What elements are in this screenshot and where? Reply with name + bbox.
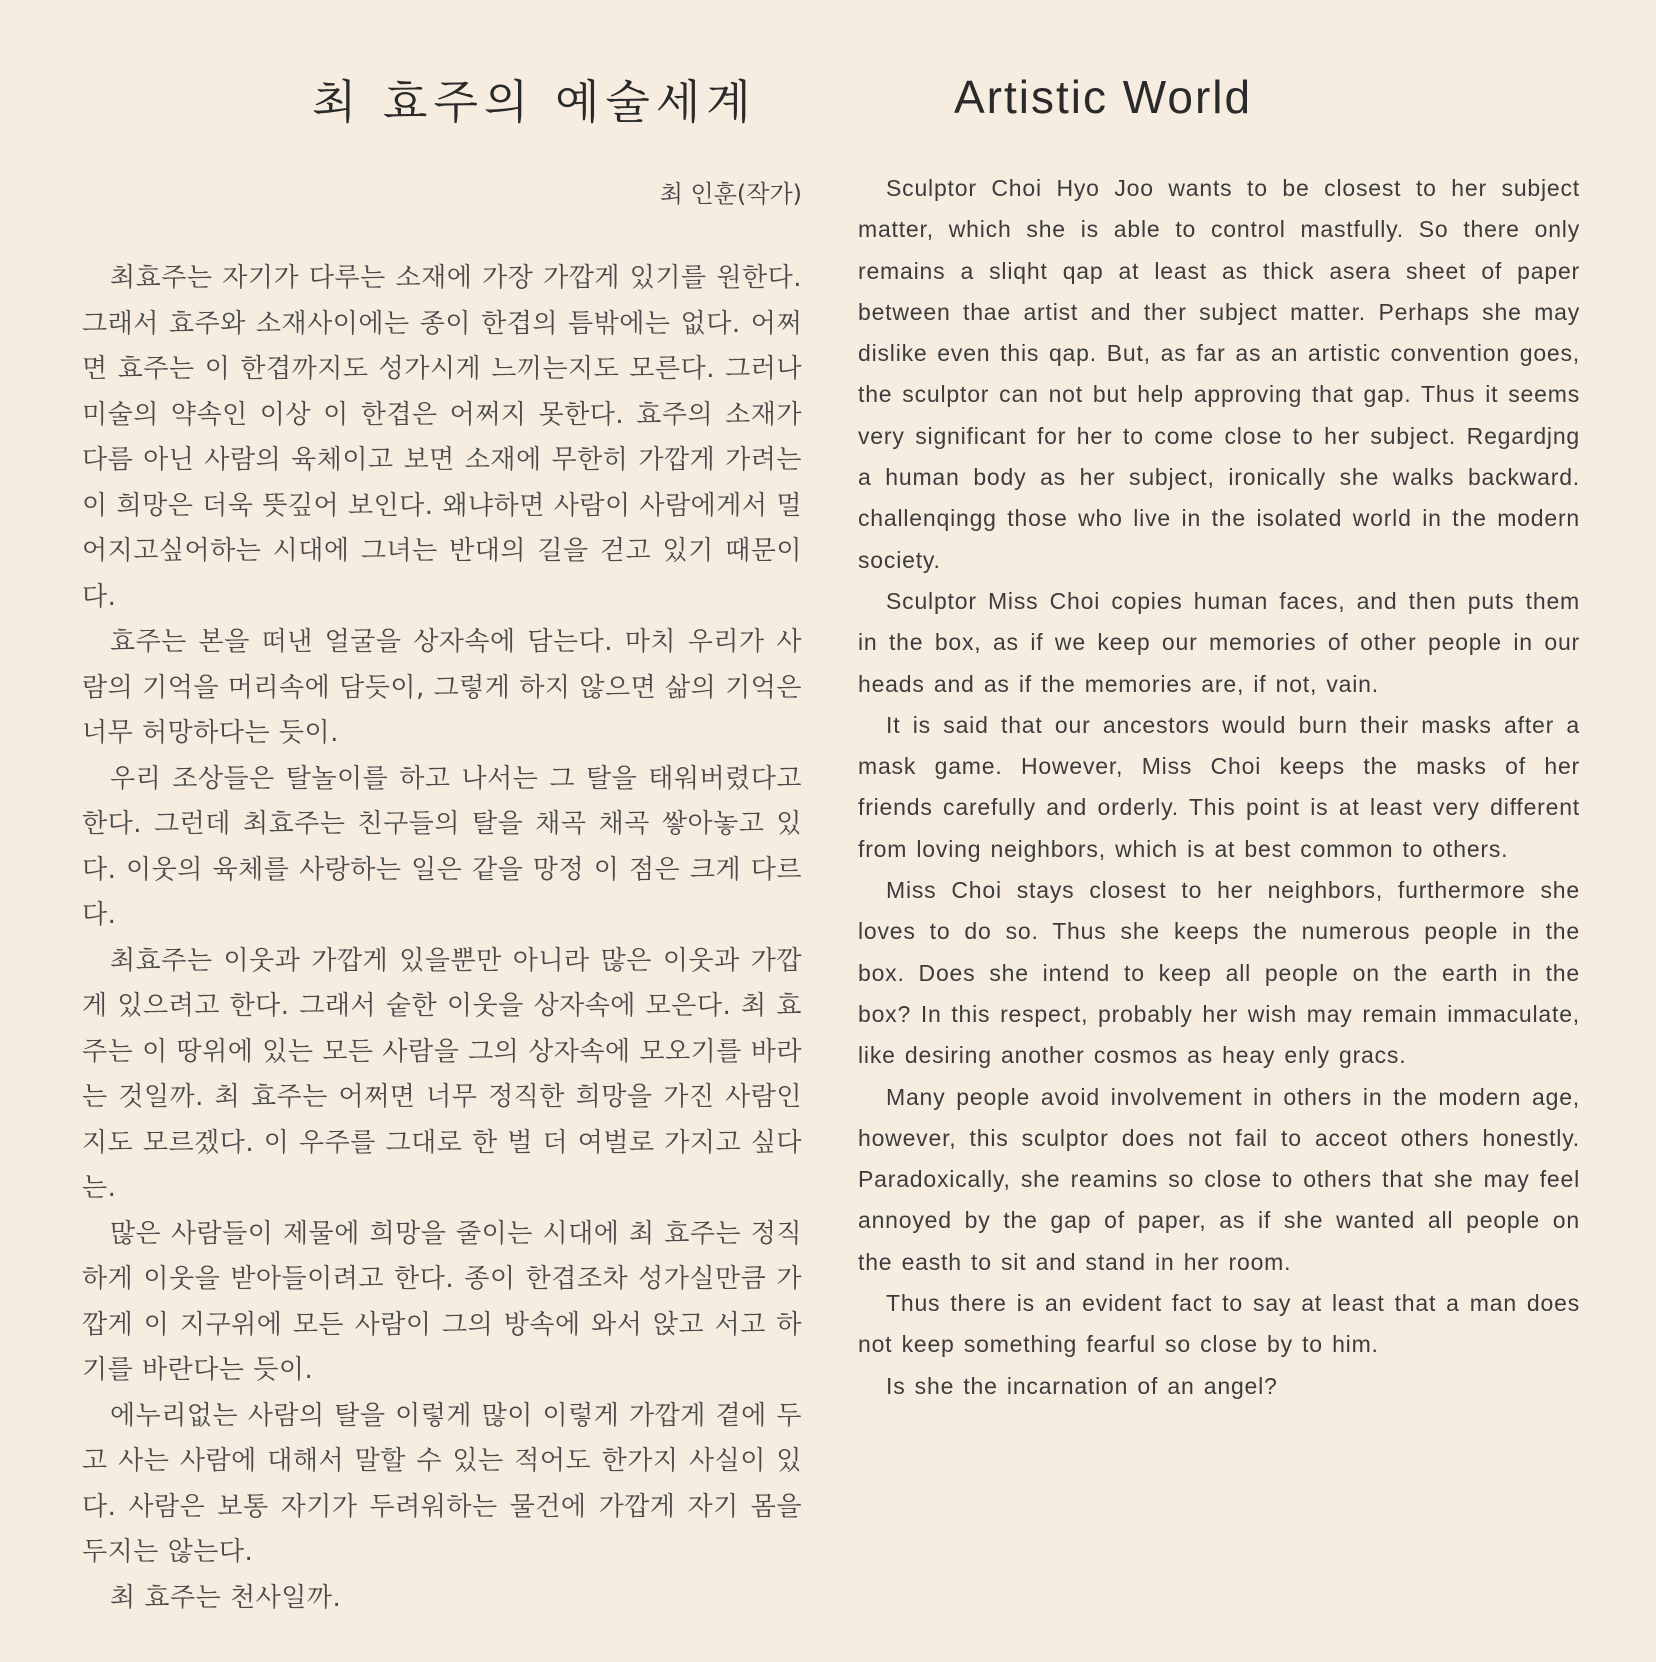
english-paragraph: Sculptor Choi Hyo Joo wants to be closest to her subject matter, which she is able to control mastfully. So there only remains a sliqht qap at least as thick asera sheet of paper between thae artist and ther subject matter. Perhaps she may dislike even this qap. But, as far as an artistic convention goes, the sculptor can not but help approving that gap. Thus it seems very significant for her to come close to her subject. Regardjng a human body as her subject, ironically she walks backward. challenqingg those who live in the isolated world in the modern society. [858, 175, 1580, 573]
korean-paragraph: 에누리없는 사람의 탈을 이렇게 많이 이렇게 가깝게 곁에 두고 사는 사람에 대해서 말할 수 있는 적어도 한가지 사실이 있다. 사람은 보통 자기가 두려워하는 물건에 가깝게 자기 몸을 두지는 않는다. [82, 1400, 802, 1567]
english-paragraph: Many people avoid involvement in others in the modern age, however, this sculptor does not fail to acceot others honestly. Paradoxically, she reamins so close to others that she may feel annoyed by the gap of paper, as if she wanted all people on the easth to sit and stand in her room. [858, 1083, 1580, 1275]
english-paragraph: Miss Choi stays closest to her neighbors, furthermore she loves to do so. Thus she keeps the numerous people in the box. Does she intend to keep all people on the earth in the box? In this respect, probably her wish may remain immaculate, like desiring another cosmos as heay enly gracs. [858, 877, 1580, 1069]
korean-paragraph: 많은 사람들이 제물에 희망을 줄이는 시대에 최 효주는 정직하게 이웃을 받아들이려고 한다. 종이 한겹조차 성가실만큼 가깝게 이 지구위에 모든 사람이 그의 방속에 와서 앉고 서고 하기를 바란다는 듯이. [82, 1218, 802, 1385]
english-paragraph: Sculptor Miss Choi copies human faces, and then puts them in the box, as if we keep our memories of other people in our heads and as if the memories are, if not, vain. [858, 587, 1580, 697]
korean-paragraph: 최 효주는 천사일까. [110, 1582, 342, 1613]
korean-paragraph: 최효주는 이웃과 가깝게 있을뿐만 아니라 많은 이웃과 가깝게 있으려고 한다. 그래서 숱한 이웃을 상자속에 모은다. 최 효주는 이 땅위에 있는 모든 사람을 그의 상자속에 모오기를 바라는 것일까. 최 효주는 어쩌면 너무 정직한 희망을 가진 사람인지도 모르겠다. 이 우주를 그대로 한 벌 더 여벌로 가지고 싶다는. [82, 945, 802, 1203]
author-byline: 최 인훈(작가) [659, 180, 802, 208]
english-title: Artistic World [954, 71, 1253, 123]
korean-paragraph: 최효주는 자기가 다루는 소재에 가장 가깝게 있기를 원한다. 그래서 효주와 소재사이에는 종이 한겹의 틈밖에는 없다. 어쩌면 효주는 이 한겹까지도 성가시게 느끼는지도 모른다. 그러나 미술의 약속인 이상 이 한겹은 어쩌지 못한다. 효주의 소재가 다름 아닌 사람의 육체이고 보면 소재에 무한히 가깝게 가려는 이 희망은 더욱 뜻깊어 보인다. 왜냐하면 사람이 사람에게서 멀어지고싶어하는 시대에 그녀는 반대의 길을 걷고 있기 때문이다. [82, 263, 802, 612]
korean-body [82, 256, 802, 1621]
english-paragraph: It is said that our ancestors would burn their masks after a mask game. However, Miss Choi keeps the masks of her friends carefully and orderly. This point is at least very different from loving neighbors, which is at best common to others. [858, 711, 1580, 862]
korean-title: 최 효주의 예술세계 [312, 75, 757, 129]
english-body [858, 168, 1580, 1407]
korean-paragraph: 우리 조상들은 탈놀이를 하고 나서는 그 탈을 태워버렸다고 한다. 그런데 최효주는 친구들의 탈을 채곡 채곡 쌓아놓고 있다. 이웃의 육체를 사랑하는 일은 같을 망정 이 점은 크게 다르다. [82, 763, 802, 930]
english-paragraph: Thus there is an evident fact to say at least that a man does not keep something fearful so close by to him. [858, 1290, 1580, 1358]
korean-paragraph: 효주는 본을 떠낸 얼굴을 상자속에 담는다. 마치 우리가 사람의 기억을 머리속에 담듯이, 그렇게 하지 않으면 삶의 기억은 너무 허망하다는 듯이. [82, 627, 802, 748]
english-paragraph: Is she the incarnation of an angel? [886, 1372, 1278, 1399]
